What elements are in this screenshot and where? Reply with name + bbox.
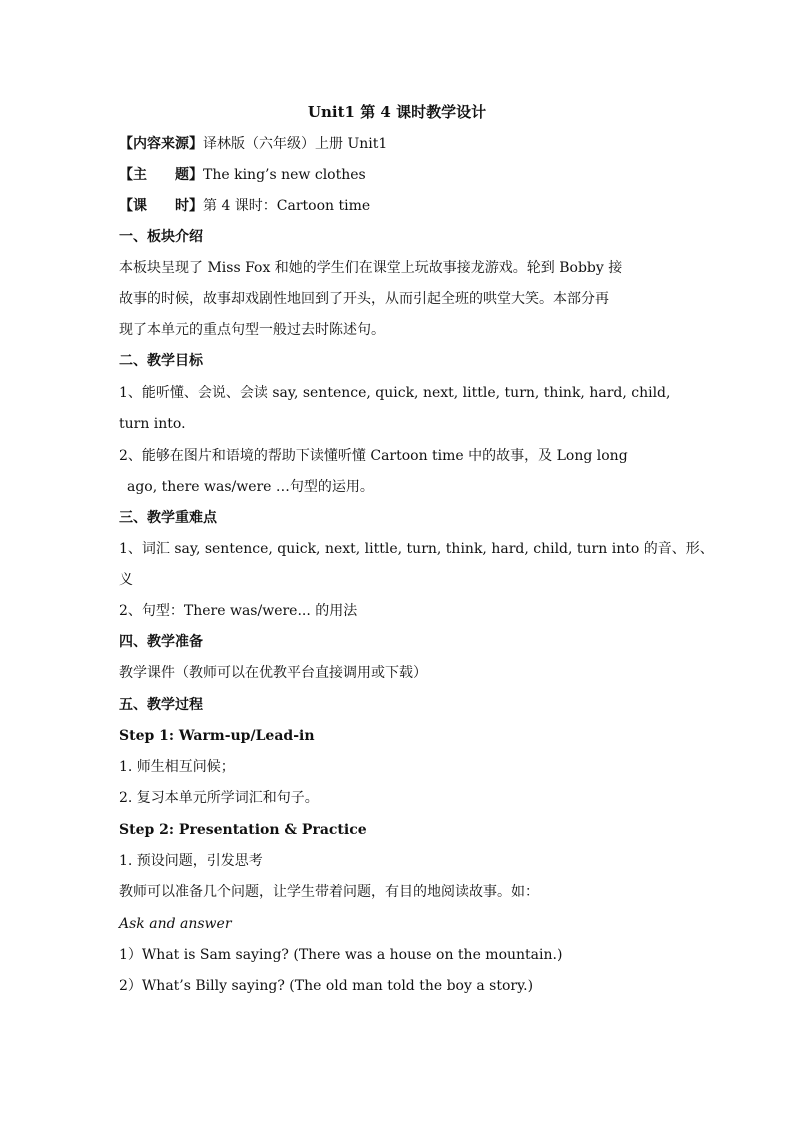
step-2-paragraph: 教师可以准备几个问题，让学生带着问题，有目的地阅读故事。如：	[119, 884, 539, 900]
meta-source-key: 【内容来源】	[119, 136, 203, 152]
section-4-paragraph: 教学课件（教师可以在优教平台直接调用或下载）	[119, 665, 427, 681]
section-5-heading: 五、教学过程	[119, 697, 203, 713]
question-1: 1）What is Sam saying? (There was a house on the mountain.)	[119, 947, 563, 963]
section-2-heading: 二、教学目标	[119, 353, 203, 369]
step-1-item-2: 2. 复习本单元所学词汇和句子。	[119, 790, 319, 806]
section-4-heading: 四、教学准备	[119, 634, 203, 650]
ask-and-answer-label: Ask and answer	[119, 916, 232, 932]
step-2-item-1: 1. 预设问题，引发思考	[119, 853, 263, 869]
meta-period-value: 第 4 课时：Cartoon time	[203, 198, 371, 214]
keypoint-1-line: 1、词汇 say, sentence, quick, next, little, turn, think, hard, child, turn into 的音、形、	[119, 541, 714, 557]
document-title: Unit1 第 4 课时教学设计	[307, 103, 487, 121]
objective-1-line: turn into.	[119, 416, 186, 432]
step-1-item-1: 1. 师生相互问候；	[119, 759, 235, 775]
step-2-heading: Step 2: Presentation & Practice	[119, 822, 367, 838]
step-1-heading: Step 1: Warm-up/Lead-in	[119, 728, 315, 744]
meta-source-value: 译林版（六年级）上册 Unit1	[203, 136, 388, 152]
meta-period-key: 【课 时】	[119, 198, 203, 214]
meta-topic	[119, 160, 679, 191]
section-1-heading: 一、板块介绍	[119, 229, 203, 245]
objective-1-line: 1、能听懂、会说、会读 say, sentence, quick, next, little, turn, think, hard, child,	[119, 385, 671, 401]
section-1-paragraph-line: 现了本单元的重点句型一般过去时陈述句。	[119, 322, 385, 338]
keypoint-2-line: 2、句型：There was/were... 的用法	[119, 603, 358, 619]
objective-2-line: ago, there was/were …句型的运用。	[127, 479, 374, 495]
objective-2-line: 2、能够在图片和语境的帮助下读懂听懂 Cartoon time 中的故事，及 Long long	[119, 448, 628, 464]
meta-topic-key: 【主 题】	[119, 167, 203, 183]
meta-period	[119, 191, 679, 222]
section-1-paragraph-line: 本板块呈现了 Miss Fox 和她的学生们在课堂上玩故事接龙游戏。轮到 Bobby 接	[119, 260, 623, 276]
section-3-heading: 三、教学重难点	[119, 510, 217, 526]
question-2: 2）What’s Billy saying? (The old man told the boy a story.)	[119, 978, 534, 994]
keypoint-1-line: 义	[119, 572, 133, 588]
section-1-paragraph-line: 故事的时候，故事却戏剧性地回到了开头，从而引起全班的哄堂大笑。本部分再	[119, 291, 609, 307]
meta-source	[119, 129, 679, 160]
meta-topic-value: The king’s new clothes	[203, 167, 366, 183]
